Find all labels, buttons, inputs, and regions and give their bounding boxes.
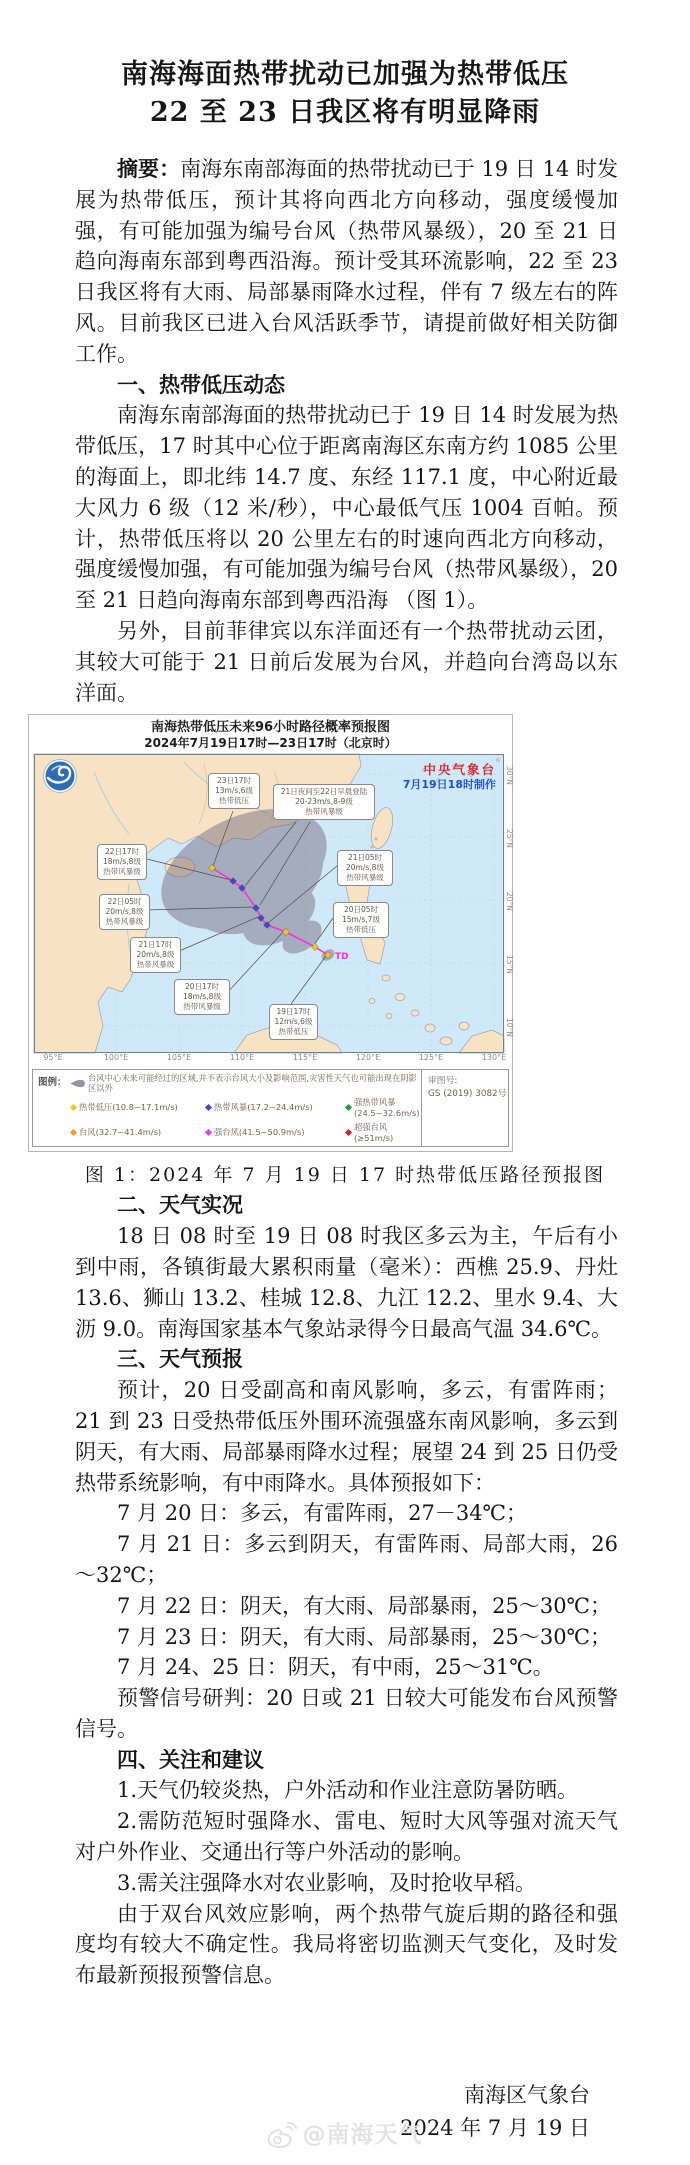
lat-tick-20n: 20°N: [505, 892, 514, 912]
map-title: [29, 715, 512, 751]
figure-1-caption: 图 1：2024 年 7 月 19 日 17 时热带低压路径预报图: [84, 1164, 606, 1187]
lon-tick-95e: 95°E: [43, 1053, 63, 1063]
map-legend: [32, 1069, 509, 1147]
lon-tick-125e: 125°E: [418, 1053, 444, 1063]
track-label-20d05h: 20日05时 15m/s,7级 热带低压: [333, 902, 389, 938]
suggestion-item-3: 3.需关注强降水对农业影响，及时抢收早稻。: [117, 1870, 537, 1895]
weather-bulletin-page: [0, 56, 690, 2165]
watermark-text: @南海天气: [302, 2122, 423, 2148]
lat-tick-15n: 15°N: [505, 955, 514, 975]
map-review-number: 审图号: GS (2019) 3082号: [421, 1070, 508, 1146]
title-line-1: 南海海面热带扰动已加强为热带低压: [121, 59, 569, 90]
section-1-paragraph-2: 另外，目前菲律宾以东洋面还有一个热带扰动云团，其较大可能于 21 日前后发展为台风，并趋向台湾岛以东洋面。: [75, 618, 618, 705]
weibo-icon: [268, 2122, 298, 2148]
legend-item-sts: 强热带风暴(24.5~32.6m/s): [345, 1096, 421, 1118]
abstract-label: 摘要：: [117, 157, 181, 181]
cone-icon: [70, 1079, 85, 1088]
sty-color-dot: [205, 1129, 212, 1136]
section-2-heading: 二、天气实况: [117, 1193, 243, 1218]
map-canvas: [34, 754, 514, 1053]
track-label-22d05h: 22日05时 20m/s,8级 热带风暴级: [99, 894, 150, 930]
forecast-line-jul24-25: 7 月 24、25 日：阴天，有中雨，25～31℃。: [117, 1655, 554, 1680]
track-label-23d17h: 23日17时 13m/s,6级 热带低压: [208, 773, 260, 809]
legend-item-sty: 强台风(41.5~50.9m/s): [205, 1121, 345, 1143]
td-current-position-label: TD: [335, 952, 349, 963]
sts-color-dot: [345, 1104, 352, 1111]
lon-tick-130e: 130°E: [481, 1053, 507, 1063]
forecast-line-jul21: 7 月 21 日：多云到阴天，有雷阵雨、局部大雨，26～32℃；: [75, 1532, 618, 1587]
track-label-19d17h: 19日17时 12m/s,6级 热带低压: [269, 1004, 318, 1040]
lon-tick-110e: 110°E: [229, 1053, 255, 1063]
track-label-21d05h: 21日05时 20m/s,8级 热带风暴级: [337, 850, 393, 886]
lon-tick-115e: 115°E: [292, 1053, 318, 1063]
forecast-line-jul22: 7 月 22 日：阴天，有大雨、局部暴雨，25～30℃；: [117, 1593, 612, 1618]
td-color-dot: [70, 1104, 77, 1111]
section-1-paragraph-1: 南海东南部海面的热带扰动已于 19 日 14 时发展为热带低压，17 时其中心位于距离南海区东南方约 1085 公里的海面上，即北纬 14.7 度、东经 117.1 度，中心附近最大风力 6 级（12 米/秒），中心最低气压 1004 百帕。预计，热带低压将以 20 公里左右的时速向西北方向移动，强度缓慢加强，有可能加强为编号台风（热带风暴级），20 至 21 日趋向海南东部到粤西沿海 （图 1）。: [75, 403, 618, 613]
lat-tick-30n: 30°N: [505, 766, 514, 786]
warning-signal-paragraph: 预警信号研判：20 日或 21 日较大可能发布台风预警信号。: [75, 1686, 618, 1741]
forecast-line-jul20: 7 月 20 日：多云，有雷阵雨，27－34℃；: [117, 1501, 528, 1526]
super-ty-color-dot: [345, 1129, 352, 1136]
signature-date: 2024 年 7 月 19 日: [400, 2116, 590, 2141]
track-label-21d17h: 21日17时 20m/s,8级 热带风暴级: [130, 937, 181, 973]
legend-items: [70, 1096, 421, 1143]
legend-label: 图例：: [38, 1077, 67, 1089]
map-agency-label: 中央气象台: [423, 762, 496, 778]
map-title-line-2: 2024年7月19日17时—23日17时（北京时）: [144, 736, 397, 751]
longitude-axis: [34, 1053, 507, 1066]
section-4-heading: 四、关注和建议: [117, 1747, 264, 1772]
map-issued-label: 7月19日18时制作: [402, 778, 496, 792]
track-label-landfall: 21日夜间至22日早晨登陆 20-23m/s,8-9级 热带风暴级: [273, 784, 375, 820]
legend-item-ty: 台风(32.7~41.4m/s): [70, 1121, 205, 1143]
section-2-paragraph: 18 日 08 时至 19 日 08 时我区多云为主，午后有小到中雨，各镇街最大累积雨量（毫米）：西樵 25.9、丹灶 13.6、狮山 13.2、桂城 12.8、九江 12.2、里水 9.4、大沥 9.0。南海国家基本气象站录得今日最高气温 34.6℃。: [75, 1224, 618, 1341]
lon-tick-100e: 100°E: [103, 1053, 129, 1063]
suggestion-item-1: 1.天气仍较炎热，户外活动和作业注意防暑防晒。: [117, 1778, 579, 1803]
ts-color-dot: [205, 1104, 212, 1111]
document-title: [70, 56, 620, 132]
legend-item-td: 热带低压(10.8~17.1m/s): [70, 1096, 205, 1118]
forecast-line-jul23: 7 月 23 日：阴天，有大雨、局部暴雨，25～30℃；: [117, 1624, 612, 1649]
lat-tick-25n: 25°N: [505, 829, 514, 849]
closing-paragraph: 由于双台风效应影响，两个热带气旋后期的路径和强度均有较大不确定性。我局将密切监测天气变化，及时发布最新预报预警信息。: [75, 1901, 618, 1988]
legend-item-ts: 热带风暴(17.2~24.4m/s): [205, 1096, 345, 1118]
lat-tick-10n: 10°N: [505, 1018, 514, 1038]
legend-item-super-ty: 超强台风(≥51m/s): [345, 1121, 421, 1143]
legend-cone-note: 台风中心未来可能经过的区域,并不表示台风大小及影响范围,灾害性天气也可能出现在阴影区以外: [70, 1073, 421, 1093]
weibo-watermark: [268, 2122, 423, 2148]
figure-1-typhoon-track-map: [28, 714, 513, 1152]
signature-organization: 南海区气象台: [464, 2083, 590, 2108]
track-label-20d17h: 20日17时 18m/s,8级 热带风暴级: [174, 979, 230, 1015]
suggestion-item-2: 2.需防范短时强降水、雷电、短时大风等强对流天气对户外作业、交通出行等户外活动的影响。: [75, 1809, 618, 1865]
section-1-heading: 一、热带低压动态: [117, 372, 285, 397]
section-3-paragraph: 预计，20 日受副高和南风影响，多云，有雷阵雨；21 到 23 日受热带低压外围环流强盛东南风影响，多云到阴天，有大雨、局部暴雨降水过程；展望 24 到 25 日仍受热带系统影响，有中雨降水。具体预报如下：: [75, 1378, 618, 1495]
map-title-line-1: 南海热带低压未来96小时路径概率预报图: [150, 720, 391, 736]
title-line-2: 22 至 23 日我区将有明显降雨: [149, 97, 541, 128]
section-3-heading: 三、天气预报: [117, 1347, 243, 1372]
lon-tick-120e: 120°E: [355, 1053, 381, 1063]
abstract-paragraph: [75, 154, 618, 370]
abstract-text: 南海东南部海面的热带扰动已于 19 日 14 时发展为热带低压，预计其将向西北方向移动，强度缓慢加强，有可能加强为编号台风（热带风暴级），20 至 21 日趋向海南东部到粤西沿海。预计受其环流影响，22 至 23 日我区将有大雨、局部暴雨降水过程，伴有 7 级左右的阵风。目前我区已进入台风活跃季节，请提前做好相关防御工作。: [75, 157, 619, 366]
lon-tick-105e: 105°E: [166, 1053, 192, 1063]
ty-color-dot: [70, 1129, 77, 1136]
track-label-22d17h: 22日17时 18m/s,8级 热带风暴级: [97, 844, 147, 880]
